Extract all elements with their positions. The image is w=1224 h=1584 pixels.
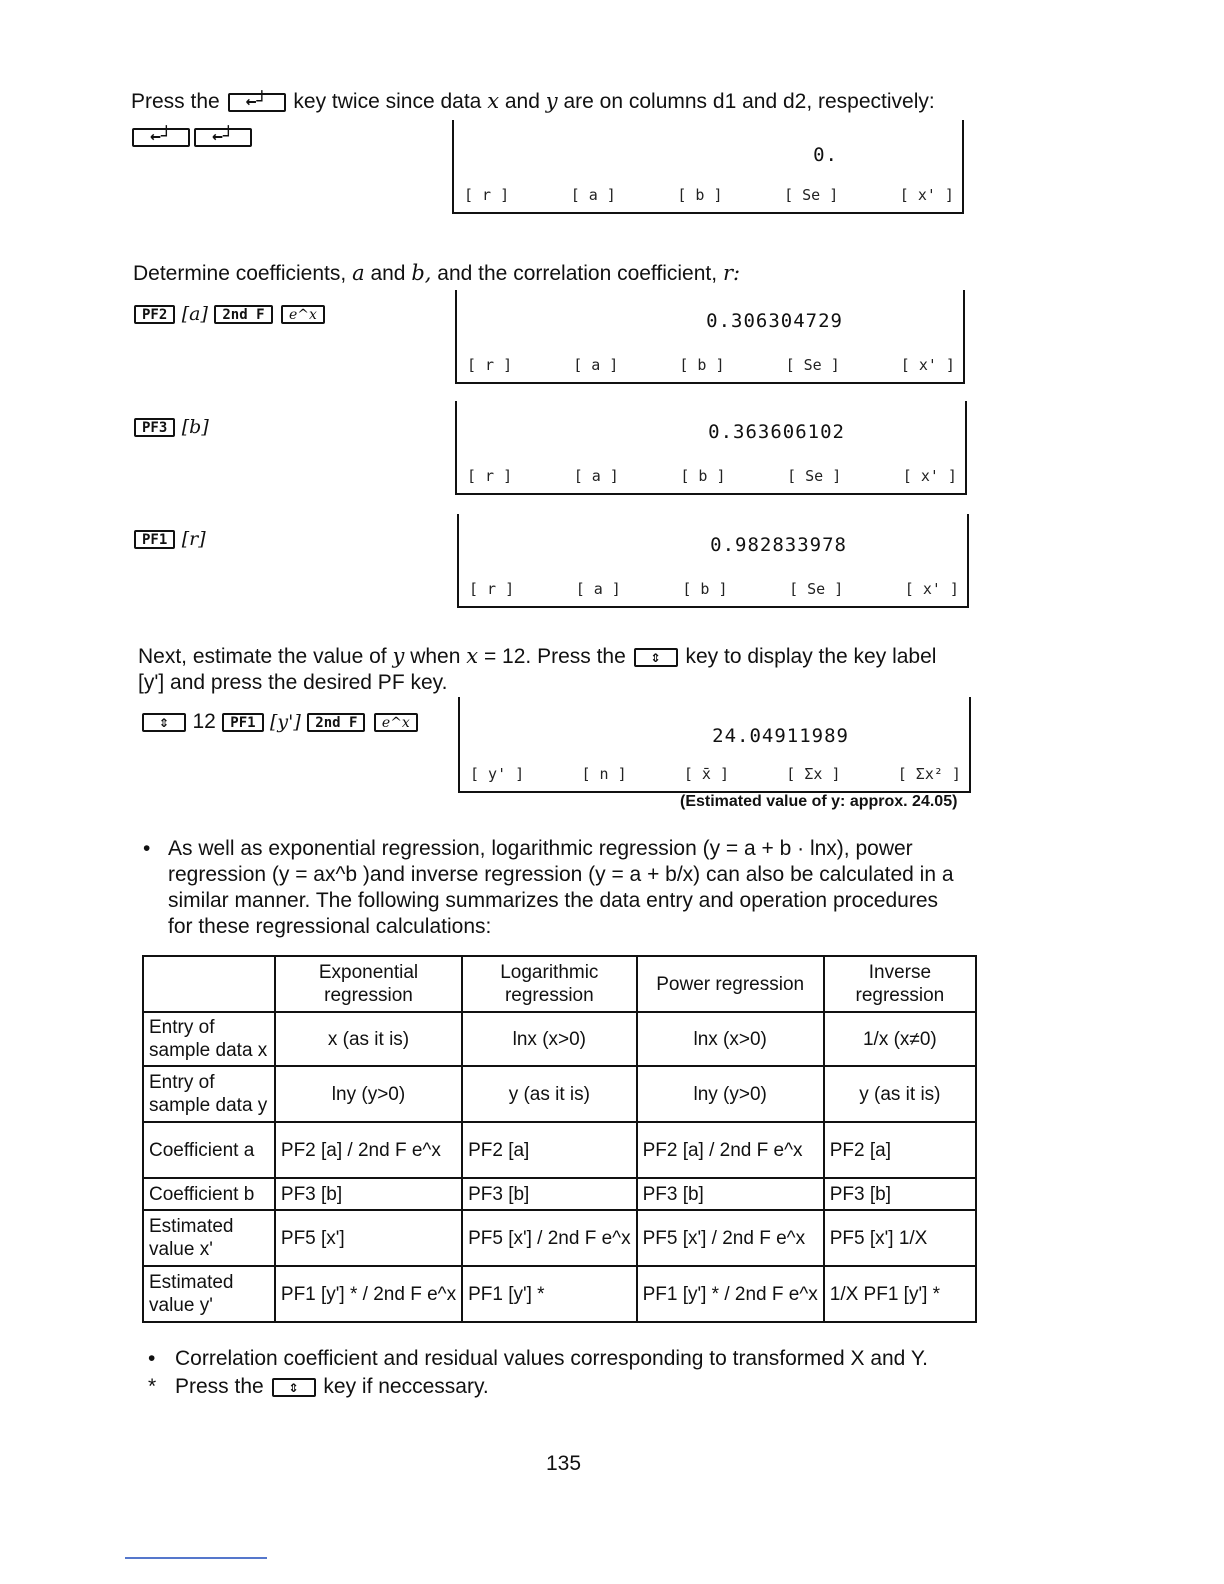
table-header-cell: Power regression xyxy=(637,956,824,1012)
row-label: Coefficient a xyxy=(143,1122,275,1178)
pf1-key: PF1 xyxy=(222,713,263,732)
table-header-cell: Logarithmic regression xyxy=(462,956,637,1012)
key-sequence-coefficient-b: PF3 [b] xyxy=(132,416,209,438)
ex-key: e^x xyxy=(374,713,418,732)
asterisk-marker: * xyxy=(148,1375,157,1398)
table-cell: lny (y>0) xyxy=(275,1066,462,1122)
table-cell: x (as it is) xyxy=(275,1012,462,1066)
bullet-paragraph: As well as exponential regression, logarithmic regression (y = a + b · lnx), power regression (y = ax^b )and inverse regression (y = a + b/x) can also be calculated in a similar manner. The following summarizes the data entry and operation procedures for these regressional calculations: xyxy=(168,837,954,938)
row-label: Estimated value x' xyxy=(143,1210,275,1266)
table-row xyxy=(143,1210,976,1266)
table-cell: PF3 [b] xyxy=(637,1178,824,1210)
calculator-display: 0.363606102 [ r ] [ a ] [ b ] [ Se ] [ x' ] xyxy=(455,401,967,495)
table-cell: 1/X PF1 [y'] * xyxy=(824,1266,976,1322)
table-header-cell xyxy=(143,956,275,1012)
table-cell: PF3 [b] xyxy=(824,1178,976,1210)
key-sequence-estimate-y: ⇕ 12 PF1 [y'] 2nd F e^x xyxy=(140,710,420,734)
ex-key: e^x xyxy=(281,305,325,324)
table-cell: lny (y>0) xyxy=(637,1066,824,1122)
footer-rule xyxy=(125,1557,267,1559)
key-sequence-enter-twice xyxy=(130,128,254,147)
instruction-estimate-y: Next, estimate the value of y when x = 12. Press the ⇕ key to display the key label xyxy=(138,644,937,668)
table-header-cell: Inverse regression xyxy=(824,956,976,1012)
table-cell: PF3 [b] xyxy=(462,1178,637,1210)
table-cell: PF2 [a] xyxy=(462,1122,637,1178)
2nd-f-key: 2nd F xyxy=(214,305,272,324)
key-sequence-correlation-r: PF1 [r] xyxy=(132,528,206,550)
table-cell: PF5 [x'] / 2nd F e^x xyxy=(462,1210,637,1266)
instruction-press-enter: Press the ←┘ key twice since data x and y are on columns d1 and d2, respectively: xyxy=(131,89,935,113)
table-row xyxy=(143,1066,976,1122)
table-cell: lnx (x>0) xyxy=(462,1012,637,1066)
bullet-dot: • xyxy=(143,837,151,860)
table-cell: PF1 [y'] * / 2nd F e^x xyxy=(275,1266,462,1322)
table-cell: PF3 [b] xyxy=(275,1178,462,1210)
row-label: Entry of sample data y xyxy=(143,1066,275,1122)
table-cell: y (as it is) xyxy=(462,1066,637,1122)
table-cell: PF1 [y'] * / 2nd F e^x xyxy=(637,1266,824,1322)
instruction-determine-coefficients: Determine coefficients, a and b, and the correlation coefficient, r: xyxy=(133,261,741,285)
table-header-row xyxy=(143,956,976,1012)
calculator-display: 0.306304729 [ r ] [ a ] [ b ] [ Se ] [ x' ] xyxy=(455,290,965,384)
softkey-labels: [ r ] [ a ] [ b ] [ Se ] [ x' ] xyxy=(467,356,955,374)
up-down-key: ⇕ xyxy=(142,713,186,732)
table-cell: PF2 [a] / 2nd F e^x xyxy=(637,1122,824,1178)
table-cell: PF5 [x'] / 2nd F e^x xyxy=(637,1210,824,1266)
note-press-key: Press the ⇕ key if neccessary. xyxy=(175,1375,489,1398)
page-number: 135 xyxy=(546,1452,582,1475)
regression-summary-table xyxy=(142,955,977,1323)
bullet-dot: • xyxy=(148,1347,156,1370)
display-caption: (Estimated value of y: approx. 24.05) xyxy=(680,793,958,810)
table-cell: y (as it is) xyxy=(824,1066,976,1122)
calculator-display: 24.04911989 [ y' ] [ n ] [ x̄ ] [ Σx ] [ Σx² ] xyxy=(458,697,971,793)
row-label: Estimated value y' xyxy=(143,1266,275,1322)
table-row xyxy=(143,1266,976,1322)
row-label: Coefficient b xyxy=(143,1178,275,1210)
table-row xyxy=(143,1012,976,1066)
pf3-key: PF3 xyxy=(134,418,175,437)
enter-key: ←┘ xyxy=(194,128,252,147)
instruction-estimate-y-line2: [y'] and press the desired PF key. xyxy=(138,671,448,694)
table-cell: lnx (x>0) xyxy=(637,1012,824,1066)
table-cell: PF1 [y'] * xyxy=(462,1266,637,1322)
softkey-labels: [ r ] [ a ] [ b ] [ Se ] [ x' ] xyxy=(467,467,957,485)
table-cell: PF5 [x'] 1/X xyxy=(824,1210,976,1266)
calculator-display: 0. [ r ] [ a ] [ b ] [ Se ] [ x' ] xyxy=(452,120,964,214)
table-cell: PF2 [a] / 2nd F e^x xyxy=(275,1122,462,1178)
table-header-cell: Exponential regression xyxy=(275,956,462,1012)
table-row xyxy=(143,1178,976,1210)
table-cell: 1/x (x≠0) xyxy=(824,1012,976,1066)
softkey-labels: [ r ] [ a ] [ b ] [ Se ] [ x' ] xyxy=(464,186,954,204)
up-down-key: ⇕ xyxy=(634,648,678,667)
table-cell: PF5 [x'] xyxy=(275,1210,462,1266)
enter-key: ←┘ xyxy=(132,128,190,147)
key-sequence-coefficient-a: PF2 [a] 2nd F e^x xyxy=(132,303,327,325)
note-correlation: Correlation coefficient and residual values corresponding to transformed X and Y. xyxy=(175,1347,928,1370)
row-label: Entry of sample data x xyxy=(143,1012,275,1066)
table-cell: PF2 [a] xyxy=(824,1122,976,1178)
softkey-labels: [ r ] [ a ] [ b ] [ Se ] [ x' ] xyxy=(469,580,959,598)
enter-key: ←┘ xyxy=(228,93,286,112)
2nd-f-key: 2nd F xyxy=(307,713,365,732)
pf1-key: PF1 xyxy=(134,530,175,549)
calculator-display: 0.982833978 [ r ] [ a ] [ b ] [ Se ] [ x' ] xyxy=(457,514,969,608)
up-down-key: ⇕ xyxy=(272,1378,316,1397)
pf2-key: PF2 xyxy=(134,305,175,324)
softkey-labels: [ y' ] [ n ] [ x̄ ] [ Σx ] [ Σx² ] xyxy=(470,765,961,783)
table-row xyxy=(143,1122,976,1178)
